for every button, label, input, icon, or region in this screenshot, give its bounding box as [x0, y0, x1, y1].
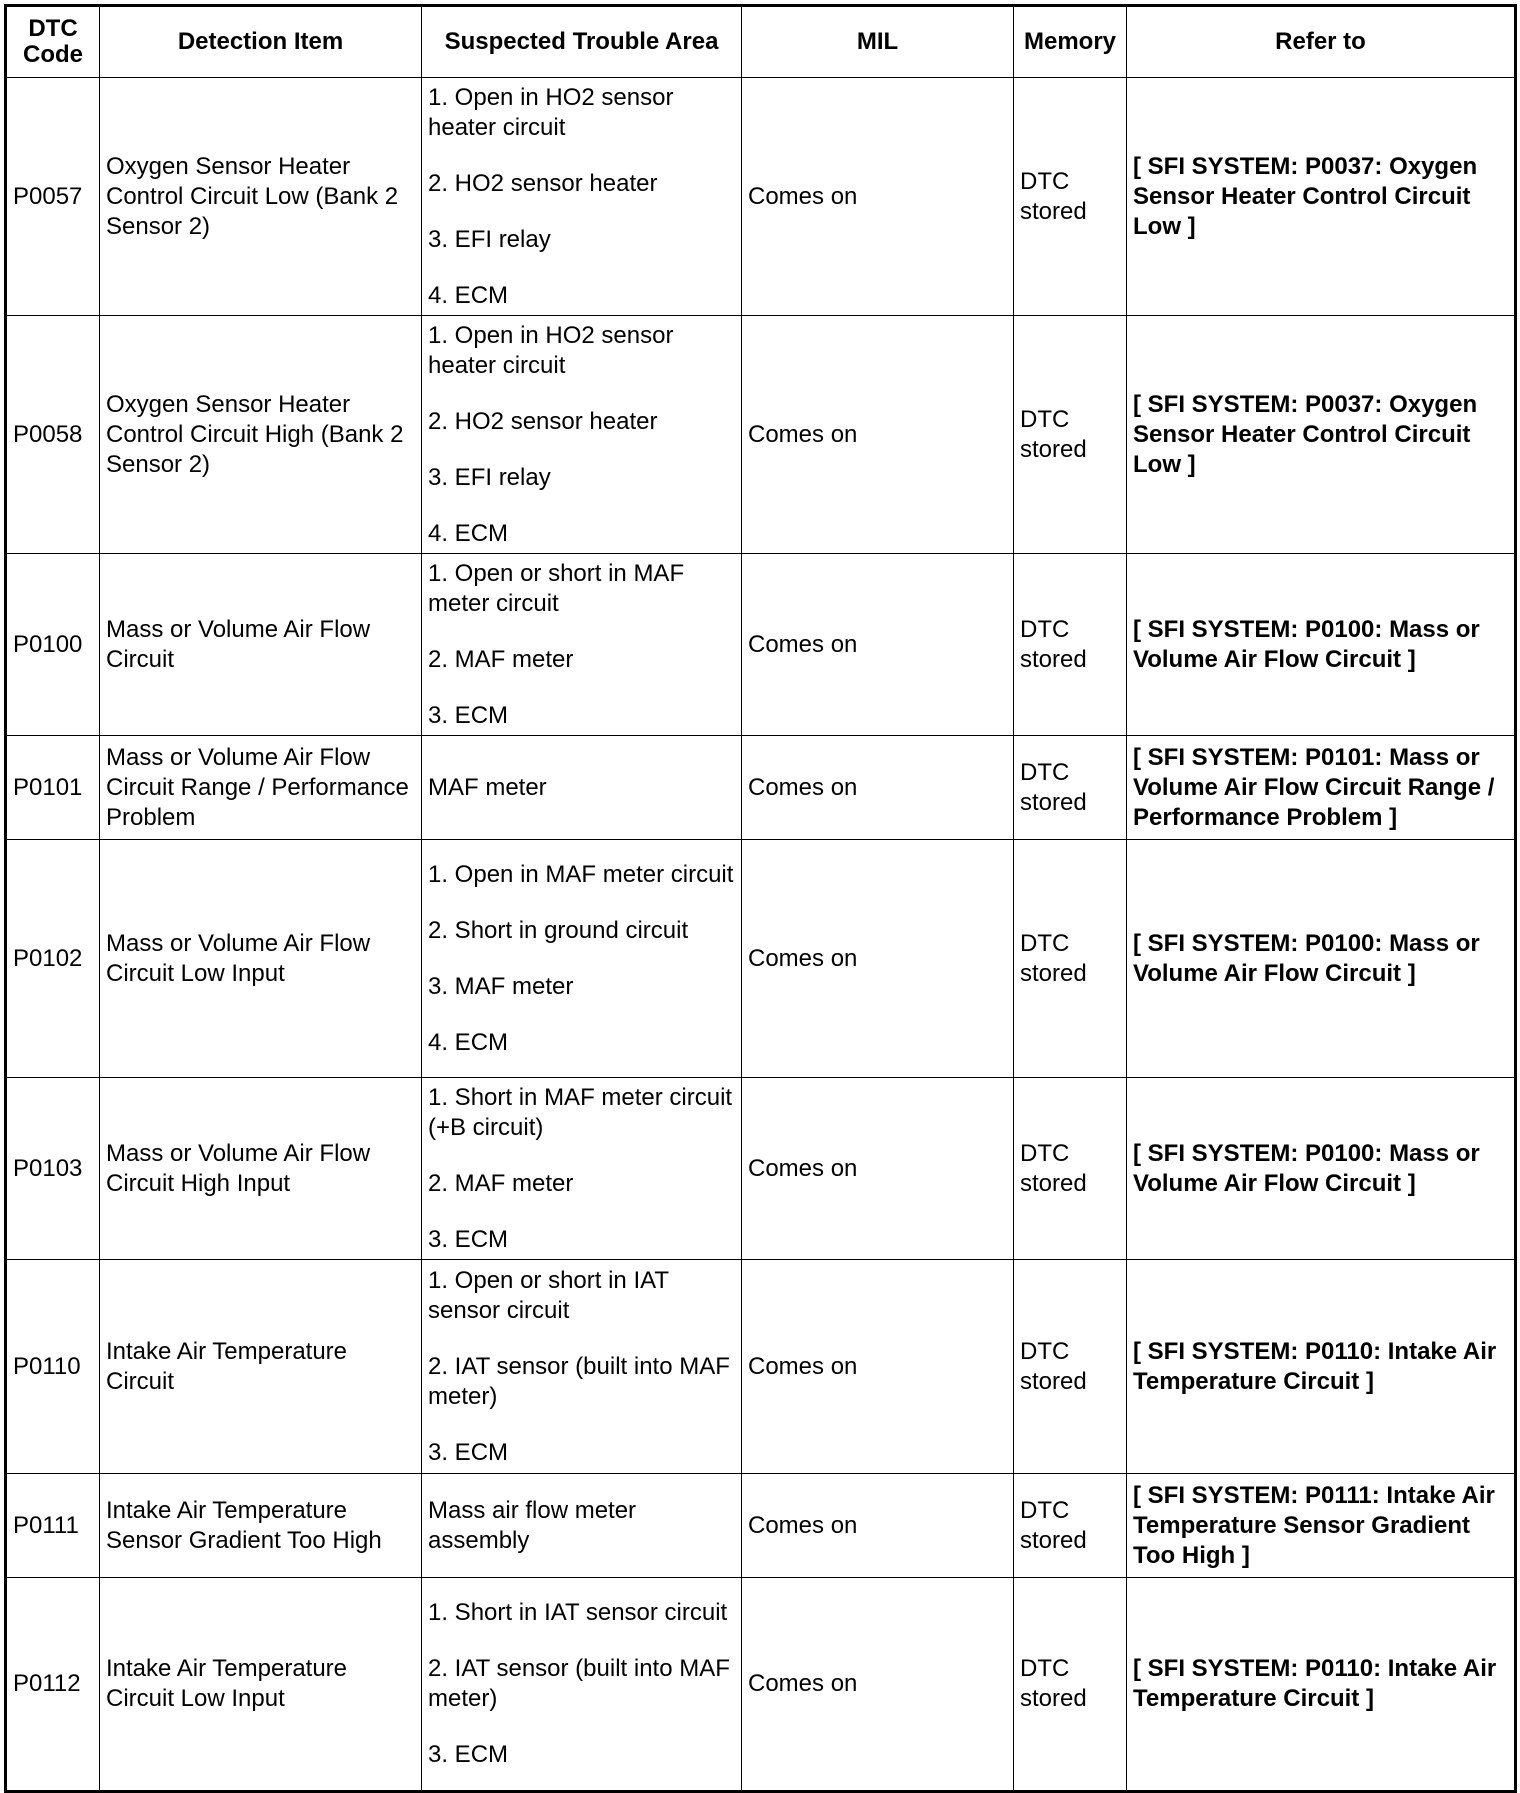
header-suspected-trouble-area: Suspected Trouble Area: [422, 6, 742, 78]
trouble-area-item: 1. Open in HO2 sensor heater circuit: [428, 321, 674, 379]
dtc-table: [4, 4, 1517, 1793]
trouble-area-item: 3. EFI relay: [428, 225, 551, 253]
trouble-area-item: 1. Open or short in IAT sensor circuit: [428, 1266, 669, 1324]
mil-status: Comes on: [742, 736, 1014, 840]
mil-status: Comes on: [742, 1578, 1014, 1792]
header-refer-to: Refer to: [1127, 6, 1516, 78]
trouble-area: [422, 1078, 742, 1260]
refer-to-link[interactable]: [ SFI SYSTEM: P0100: Mass or Volume Air Flow Circuit ]: [1127, 554, 1516, 736]
trouble-area: [422, 554, 742, 736]
memory-status: DTC stored: [1014, 316, 1127, 554]
trouble-area-item: MAF meter: [428, 773, 547, 801]
memory-status: DTC stored: [1014, 840, 1127, 1078]
mil-status: Comes on: [742, 78, 1014, 316]
dtc-code: P0110: [6, 1260, 100, 1474]
trouble-area: [422, 736, 742, 840]
detection-item: Mass or Volume Air Flow Circuit: [100, 554, 422, 736]
trouble-area: [422, 1578, 742, 1792]
trouble-area-item: 3. ECM: [428, 1741, 509, 1768]
trouble-area: [422, 316, 742, 554]
trouble-area: [422, 78, 742, 316]
dtc-code: P0103: [6, 1078, 100, 1260]
dtc-code: P0058: [6, 316, 100, 554]
mil-status: Comes on: [742, 1260, 1014, 1474]
dtc-code: P0102: [6, 840, 100, 1078]
detection-item: Mass or Volume Air Flow Circuit Low Input: [100, 840, 422, 1078]
trouble-area-item: 2. Short in ground circuit: [428, 916, 689, 944]
refer-to-link[interactable]: [ SFI SYSTEM: P0037: Oxygen Sensor Heater Control Circuit Low ]: [1127, 78, 1516, 316]
dtc-code: P0112: [6, 1578, 100, 1792]
header-row: [6, 6, 1516, 78]
refer-to-link[interactable]: [ SFI SYSTEM: P0100: Mass or Volume Air Flow Circuit ]: [1127, 840, 1516, 1078]
table-row: [6, 554, 1516, 736]
detection-item: Oxygen Sensor Heater Control Circuit High (Bank 2 Sensor 2): [100, 316, 422, 554]
dtc-code: P0057: [6, 78, 100, 316]
mil-status: Comes on: [742, 554, 1014, 736]
memory-status: DTC stored: [1014, 736, 1127, 840]
trouble-area-item: 3. ECM: [428, 701, 509, 729]
trouble-area-item: 4. ECM: [428, 519, 509, 547]
detection-item: Intake Air Temperature Sensor Gradient Too High: [100, 1474, 422, 1578]
trouble-area: [422, 1474, 742, 1578]
trouble-area-item: 1. Short in IAT sensor circuit: [428, 1599, 728, 1626]
header-memory: Memory: [1014, 6, 1127, 78]
memory-status: DTC stored: [1014, 78, 1127, 316]
table-row: [6, 1578, 1516, 1792]
refer-to-link[interactable]: [ SFI SYSTEM: P0110: Intake Air Temperature Circuit ]: [1127, 1578, 1516, 1792]
detection-item: Intake Air Temperature Circuit Low Input: [100, 1578, 422, 1792]
trouble-area-item: 2. HO2 sensor heater: [428, 407, 658, 435]
table-row: [6, 1474, 1516, 1578]
detection-item: Oxygen Sensor Heater Control Circuit Low (Bank 2 Sensor 2): [100, 78, 422, 316]
trouble-area-item: 1. Short in MAF meter circuit (+B circuit): [428, 1083, 733, 1141]
trouble-area-item: Mass air flow meter assembly: [428, 1496, 637, 1554]
detection-item: Mass or Volume Air Flow Circuit Range / Performance Problem: [100, 736, 422, 840]
refer-to-link[interactable]: [ SFI SYSTEM: P0111: Intake Air Temperature Sensor Gradient Too High ]: [1127, 1474, 1516, 1578]
table-row: [6, 316, 1516, 554]
table-row: [6, 736, 1516, 840]
trouble-area-item: 2. HO2 sensor heater: [428, 169, 658, 197]
header-detection-item: Detection Item: [100, 6, 422, 78]
mil-status: Comes on: [742, 316, 1014, 554]
trouble-area: [422, 840, 742, 1078]
memory-status: DTC stored: [1014, 1260, 1127, 1474]
memory-status: DTC stored: [1014, 1474, 1127, 1578]
memory-status: DTC stored: [1014, 554, 1127, 736]
trouble-area-item: 2. MAF meter: [428, 645, 574, 673]
trouble-area-item: 3. ECM: [428, 1438, 509, 1466]
mil-status: Comes on: [742, 1474, 1014, 1578]
memory-status: DTC stored: [1014, 1578, 1127, 1792]
refer-to-link[interactable]: [ SFI SYSTEM: P0100: Mass or Volume Air Flow Circuit ]: [1127, 1078, 1516, 1260]
mil-status: Comes on: [742, 840, 1014, 1078]
trouble-area-item: 1. Open in MAF meter circuit: [428, 860, 734, 888]
trouble-area-item: 4. ECM: [428, 281, 509, 309]
trouble-area-item: 1. Open in HO2 sensor heater circuit: [428, 83, 674, 141]
trouble-area-item: 4. ECM: [428, 1028, 509, 1056]
table-row: [6, 1078, 1516, 1260]
refer-to-link[interactable]: [ SFI SYSTEM: P0037: Oxygen Sensor Heater Control Circuit Low ]: [1127, 316, 1516, 554]
dtc-code: P0111: [6, 1474, 100, 1578]
detection-item: Intake Air Temperature Circuit: [100, 1260, 422, 1474]
detection-item: Mass or Volume Air Flow Circuit High Input: [100, 1078, 422, 1260]
trouble-area-item: 2. MAF meter: [428, 1169, 574, 1197]
trouble-area-item: 2. IAT sensor (built into MAF meter): [428, 1352, 730, 1410]
mil-status: Comes on: [742, 1078, 1014, 1260]
table-row: [6, 1260, 1516, 1474]
trouble-area: [422, 1260, 742, 1474]
header-mil: MIL: [742, 6, 1014, 78]
refer-to-link[interactable]: [ SFI SYSTEM: P0110: Intake Air Temperature Circuit ]: [1127, 1260, 1516, 1474]
dtc-code: P0101: [6, 736, 100, 840]
trouble-area-item: 3. ECM: [428, 1225, 509, 1253]
dtc-code: P0100: [6, 554, 100, 736]
trouble-area-item: 3. MAF meter: [428, 972, 574, 1000]
table-row: [6, 840, 1516, 1078]
header-dtc-code: DTC Code: [6, 6, 100, 78]
trouble-area-item: 2. IAT sensor (built into MAF meter): [428, 1655, 730, 1712]
trouble-area-item: 3. EFI relay: [428, 463, 551, 491]
memory-status: DTC stored: [1014, 1078, 1127, 1260]
trouble-area-item: 1. Open or short in MAF meter circuit: [428, 559, 685, 617]
table-row: [6, 78, 1516, 316]
refer-to-link[interactable]: [ SFI SYSTEM: P0101: Mass or Volume Air Flow Circuit Range / Performance Problem ]: [1127, 736, 1516, 840]
